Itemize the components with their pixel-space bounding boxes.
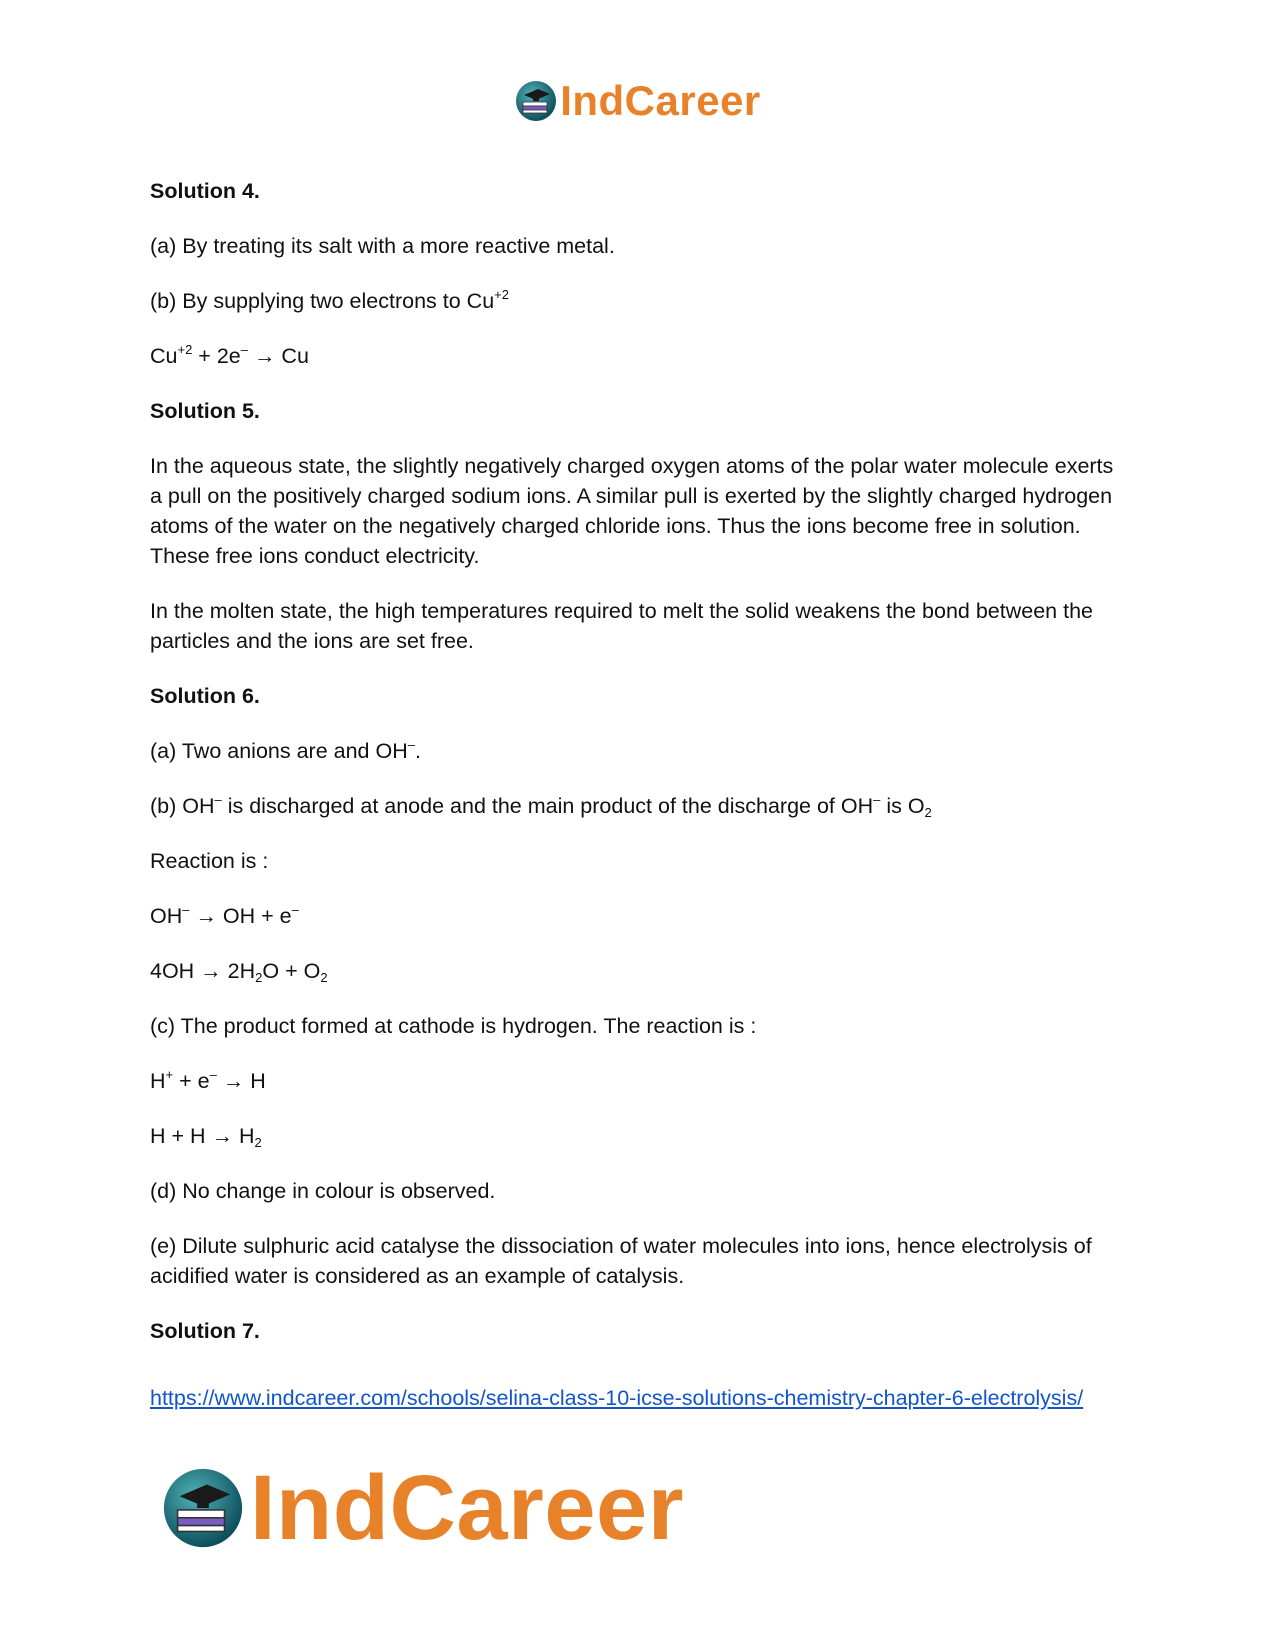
solution-6-d: (d) No change in colour is observed. (150, 1179, 496, 1203)
solution-6-reaction-3: H+ + e– → H (150, 1067, 266, 1093)
header-logo (0, 78, 1275, 124)
solution-4-b: (b) By supplying two electrons to $Cu^{+2}$ (150, 287, 509, 313)
solution-6-reaction-1: OH– → OH + e– (150, 902, 299, 928)
solution-6-title: Solution 6. (150, 684, 260, 708)
solution-6-reaction-label: Reaction is : (150, 849, 269, 873)
graduation-book-logo-icon (160, 1465, 246, 1551)
source-link[interactable]: https://www.indcareer.com/schools/selina-class-10-icse-solutions-chemistry-chapter-6-electrolysis/ (150, 1386, 1084, 1410)
solution-4-title: Solution 4. (150, 179, 260, 203)
footer-logo (160, 1457, 684, 1559)
solution-6-e: (e) Dilute sulphuric acid catalyse the dissociation of water molecules into ions, hence electrolysis of acidified water is considered as an example of catalysis. (150, 1234, 1092, 1288)
solution-5-title: Solution 5. (150, 399, 260, 423)
solution-6-reaction-4: $H + H \to H_2$ (150, 1124, 262, 1150)
footer-logo-text: IndCareer (250, 1457, 684, 1559)
solution-6-b: (b) OH– is discharged at anode and the main product of the discharge of OH– is $O_2$ (150, 792, 932, 820)
solution-7-title: Solution 7. (150, 1319, 260, 1343)
solution-6-c: (c) The product formed at cathode is hydrogen. The reaction is : (150, 1014, 757, 1038)
solution-6-reaction-2: $4OH \to 2H_2O + O_2$ (150, 959, 328, 985)
solution-4-a: (a) By treating its salt with a more reactive metal. (150, 234, 615, 258)
link-paragraph (150, 1380, 1130, 1416)
solution-5-paragraph-1: In the aqueous state, the slightly negatively charged oxygen atoms of the polar water molecule exerts a pull on the positively charged sodium ions. A similar pull is exerted by the slightly charged hydrogen atoms of the water on the negatively charged chloride ions. Thus the ions become free in solution. These free ions conduct electricity. (150, 454, 1114, 568)
header-logo-text: IndCareer (560, 77, 761, 124)
document-body (150, 176, 1130, 1441)
solution-5-paragraph-2: In the molten state, the high temperatures required to melt the solid weakens the bond between the particles and the ions are set free. (150, 599, 1093, 653)
graduation-book-logo-icon (514, 79, 558, 123)
solution-6-a: (a) Two anions are and OH–. (150, 737, 421, 763)
solution-4-equation: $Cu^{+2} + 2e^- \to Cu$ (150, 342, 309, 368)
